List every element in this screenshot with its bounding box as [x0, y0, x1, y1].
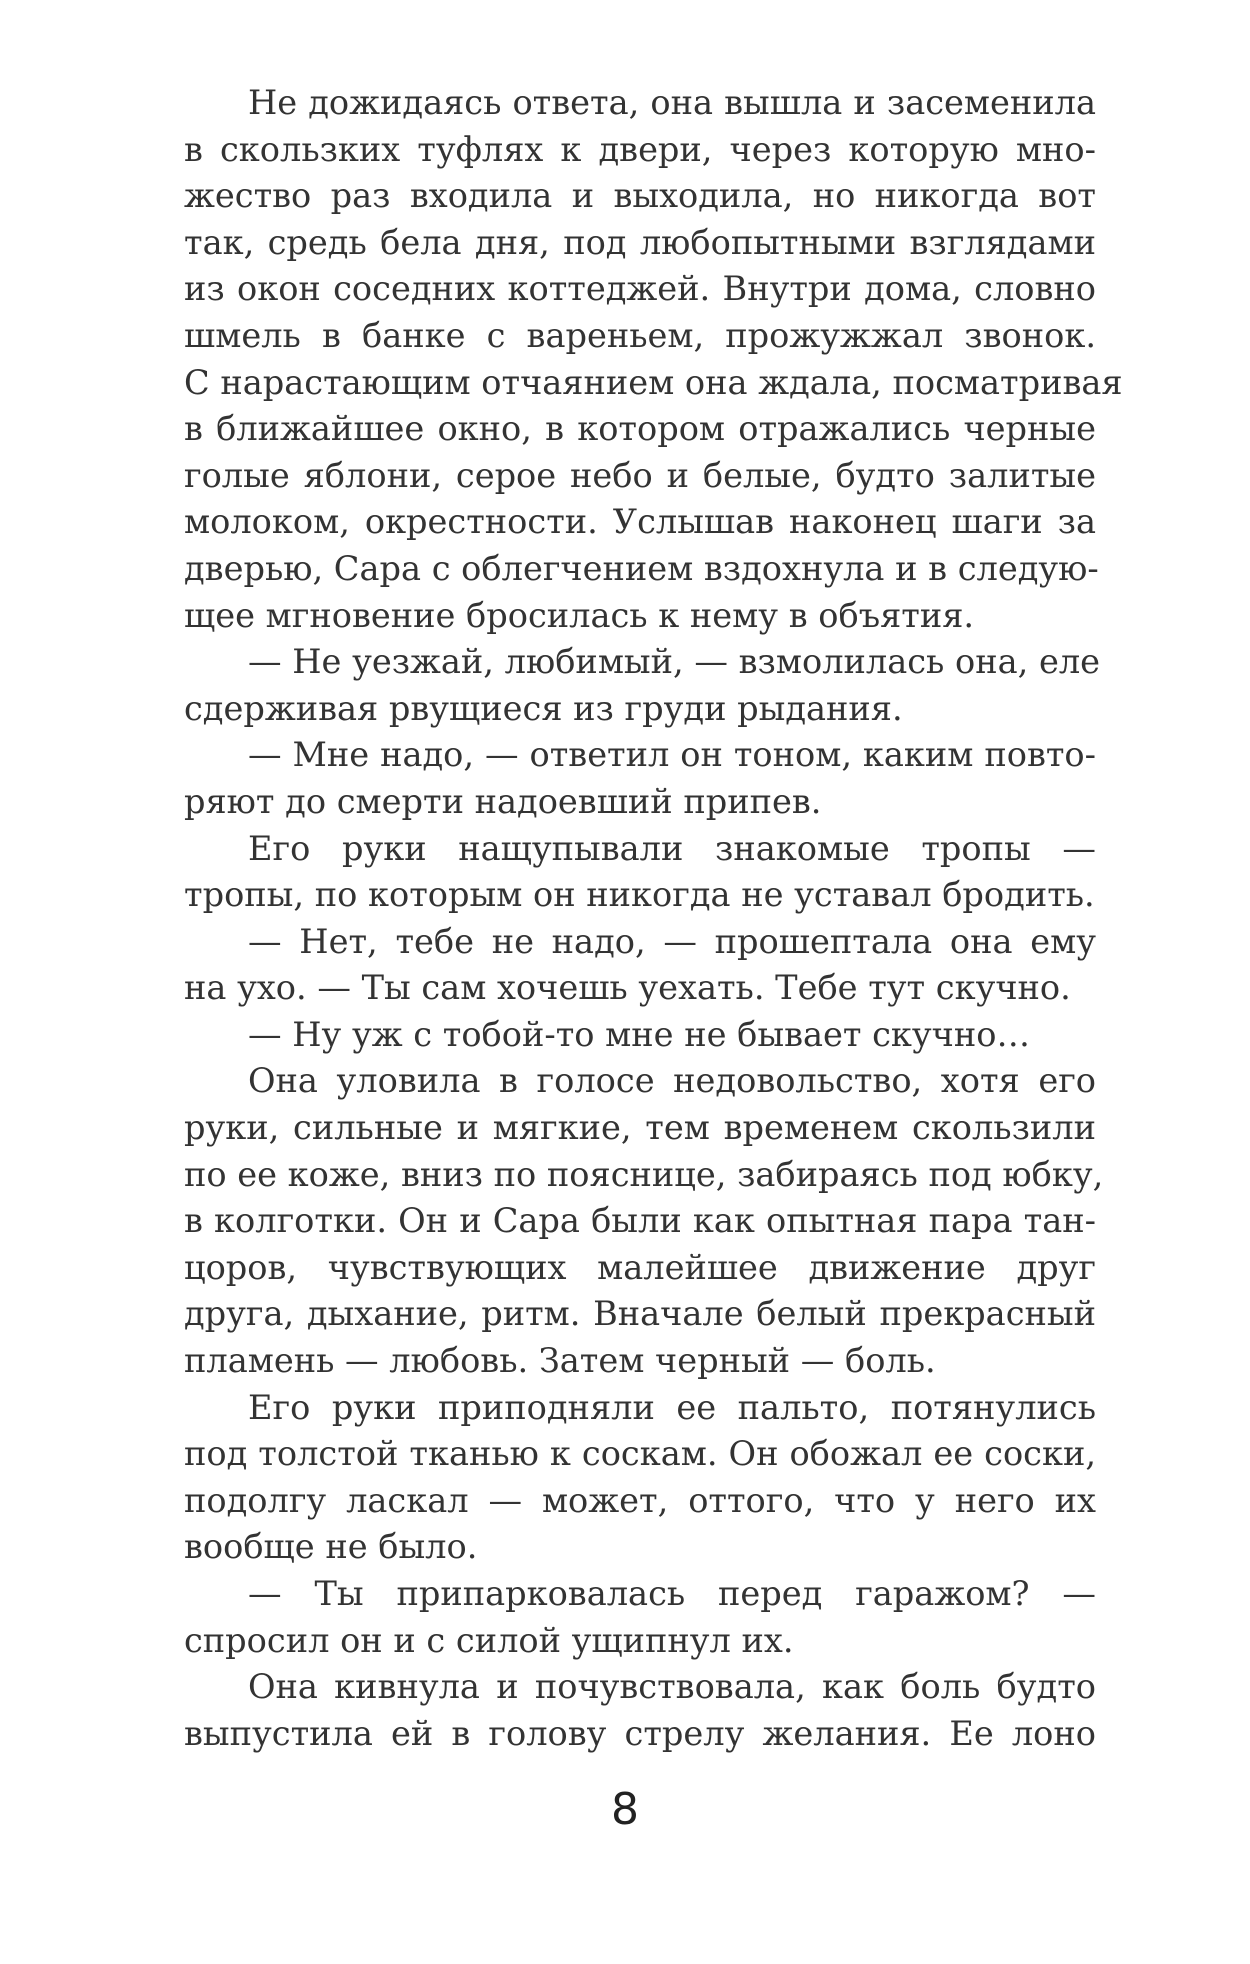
- text-line: в ближайшее окно, в котором отражались черные: [184, 409, 1096, 449]
- text-line: ряют до смерти надоевший припев.: [184, 781, 822, 821]
- text-line: в скользких туфлях к двери, через которую мно-: [184, 129, 1096, 169]
- text-line: тропы, по которым он никогда не уставал бродить.: [184, 875, 1095, 915]
- text-line: так, средь бела дня, под любопытными взглядами: [184, 222, 1096, 262]
- text-line: молоком, окрестности. Услышав наконец шаги за: [184, 502, 1096, 542]
- text-line: С нарастающим отчаянием она ждала, посматривая: [184, 362, 1123, 402]
- text-line: из окон соседних коттеджей. Внутри дома, словно: [184, 269, 1096, 309]
- body-text: [184, 80, 1123, 1757]
- text-line: шмель в банке с вареньем, прожужжал звонок.: [184, 315, 1096, 355]
- text-line: в колготки. Он и Сара были как опытная пара тан-: [184, 1201, 1096, 1241]
- text-line: Его руки нащупывали знакомые тропы —: [248, 828, 1096, 868]
- text-line: — Ну уж с тобой-то мне не бывает скучно…: [248, 1014, 1031, 1054]
- text-line: Не дожидаясь ответа, она вышла и засеменила: [248, 83, 1096, 122]
- text-line: жество раз входила и выходила, но никогда вот: [184, 176, 1096, 216]
- text-line: друга, дыхание, ритм. Вначале белый прекрасный: [184, 1294, 1096, 1334]
- text-line: пламень — любовь. Затем черный — боль.: [184, 1341, 936, 1381]
- text-line: голые яблони, серое небо и белые, будто залитые: [184, 455, 1096, 495]
- page-number: 8: [611, 1784, 639, 1835]
- text-line: Его руки приподняли ее пальто, потянулись: [248, 1387, 1096, 1427]
- text-line: подолгу ласкал — может, оттого, что у него их: [184, 1480, 1096, 1520]
- text-line: — Не уезжай, любимый, — взмолилась она, еле: [248, 642, 1101, 682]
- text-line: — Нет, тебе не надо, — прошептала она ему: [248, 921, 1096, 961]
- text-line: выпустила ей в голову стрелу желания. Ее лоно: [184, 1713, 1096, 1753]
- text-line: руки, сильные и мягкие, тем временем скользили: [184, 1108, 1096, 1148]
- text-line: спросил он и с силой ущипнул их.: [184, 1620, 794, 1660]
- text-line: под толстой тканью к соскам. Он обожал ее соски,: [184, 1434, 1096, 1474]
- text-line: — Ты припарковалась перед гаражом? —: [248, 1574, 1096, 1613]
- text-line: Она кивнула и почувствовала, как боль будто: [248, 1667, 1096, 1707]
- text-line: сдерживая рвущиеся из груди рыдания.: [184, 688, 903, 728]
- text-line: цоров, чувствующих малейшее движение друг: [184, 1247, 1096, 1287]
- text-line: дверью, Сара с облегчением вздохнула и в следую-: [184, 548, 1099, 588]
- text-line: вообще не было.: [184, 1527, 478, 1567]
- text-line: на ухо. — Ты сам хочешь уехать. Тебе тут скучно.: [184, 968, 1071, 1008]
- text-line: по ее коже, вниз по пояснице, забираясь под юбку,: [184, 1154, 1104, 1194]
- text-line: Она уловила в голосе недовольство, хотя его: [248, 1061, 1096, 1101]
- text-line: щее мгновение бросилась к нему в объятия.: [184, 595, 975, 635]
- text-line: — Мне надо, — ответил он тоном, каким повто-: [248, 735, 1096, 775]
